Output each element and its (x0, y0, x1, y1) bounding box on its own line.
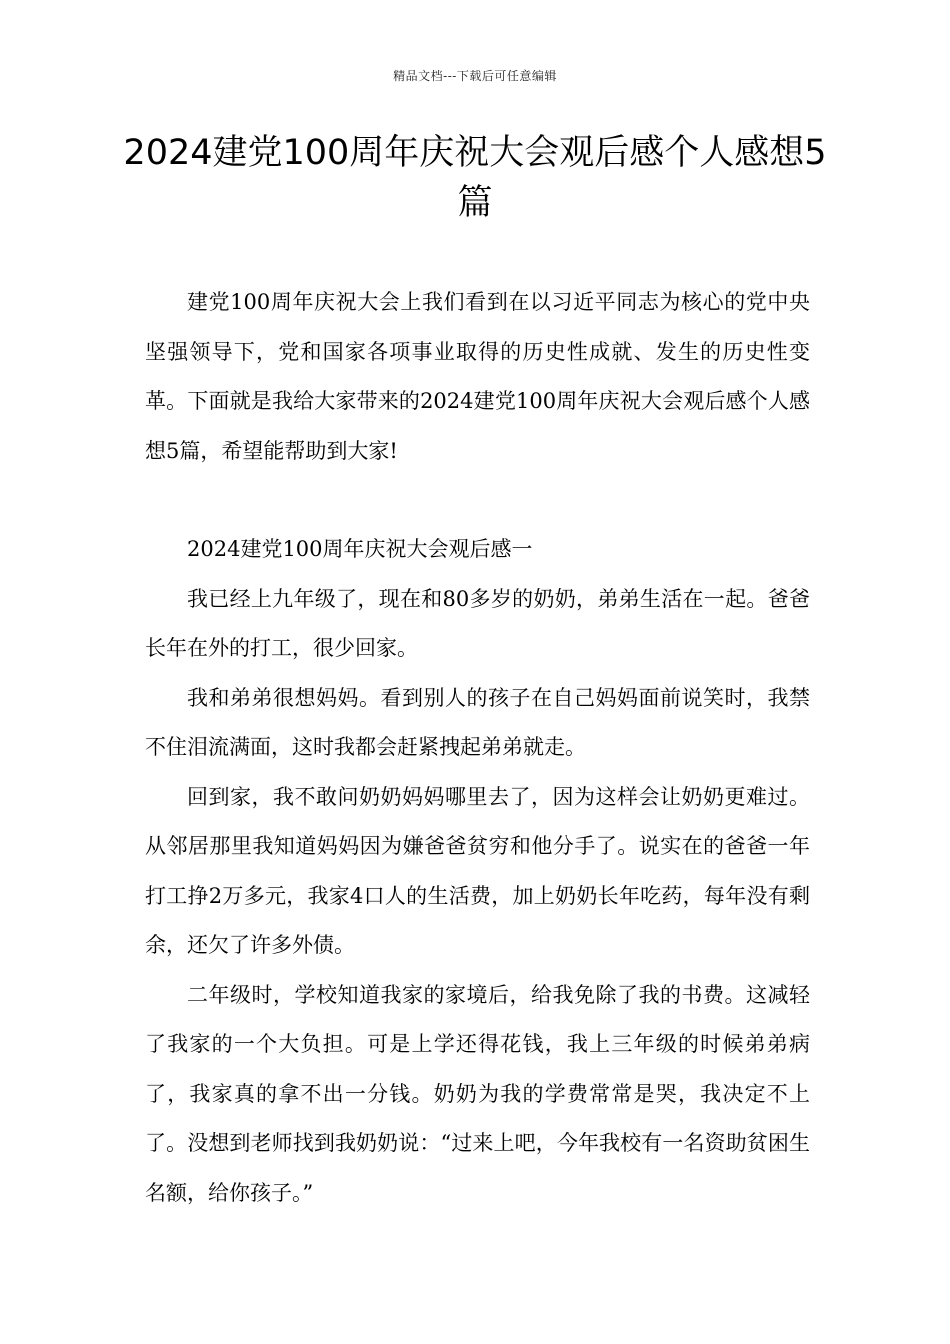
section-heading: 2024建党100周年庆祝大会观后感一 (187, 537, 533, 561)
body-paragraph: 回到家，我不敢问奶奶妈妈哪里去了，因为这样会让奶奶更难过。从邻居那里我知道妈妈因为嫌爸爸贫穷和他分手了。说实在的爸爸一年打工挣2万多元，我家4口人的生活费，加上奶奶长年吃药，每年没有剩余，还欠了许多外债。 (145, 784, 810, 957)
body-paragraph: 我和弟弟很想妈妈。看到别人的孩子在自己妈妈面前说笑时，我禁不住泪流满面，这时我都会赶紧拽起弟弟就走。 (145, 685, 810, 759)
document-title: 2024建党100周年庆祝大会观后感个人感想5篇 (123, 133, 827, 223)
body-paragraph: 我已经上九年级了，现在和80多岁的奶奶，弟弟生活在一起。爸爸长年在外的打工，很少回家。 (145, 586, 810, 660)
body-paragraph: 二年级时，学校知道我家的家境后，给我免除了我的书费。这减轻了我家的一个大负担。可是上学还得花钱，我上三年级的时候弟弟病了，我家真的拿不出一分钱。奶奶为我的学费常常是哭，我决定不上了。没想到老师找到我奶奶说：“过来上吧，今年我校有一名资助贫困生名额，给你孩子。” (145, 982, 810, 1205)
page-header: 精品文档---下载后可任意编辑 (393, 69, 557, 83)
intro-block (145, 278, 810, 476)
intro-paragraph: 建党100周年庆祝大会上我们看到在以习近平同志为核心的党中央坚强领导下，党和国家各项事业取得的历史性成就、发生的历史性变革。下面就是我给大家带来的2024建党100周年庆祝大会观后感个人感想5篇，希望能帮助到大家! (145, 290, 810, 463)
section-one (145, 525, 810, 1218)
